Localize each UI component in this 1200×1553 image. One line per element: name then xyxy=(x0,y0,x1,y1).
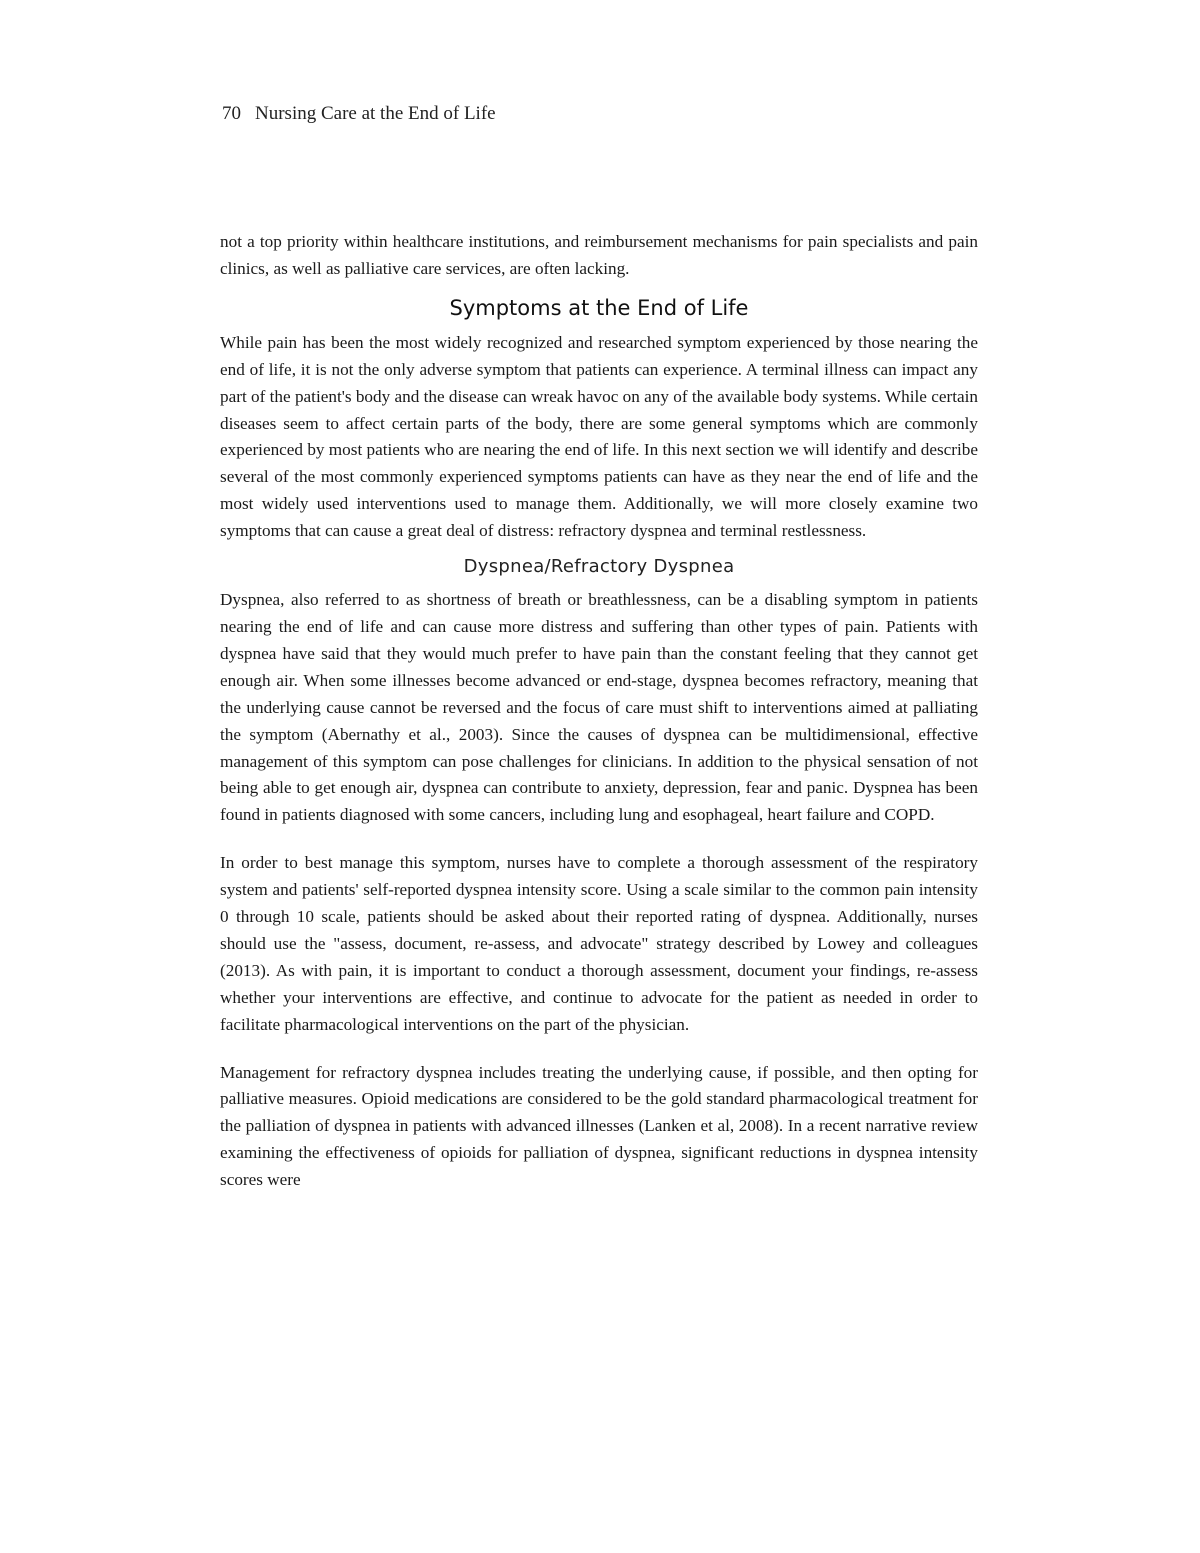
subsection-heading: Dyspnea/Refractory Dyspnea xyxy=(463,556,735,578)
paragraph-dyspnea-management: Management for refractory dyspnea includes treating the underlying cause, if possible, and then opting for palliative measures. Opioid medications are considered to be the gold standard pharmacological treatment for the palliation of dyspnea in patients with advanced illnesses (Lanken et al, 2008). In a recent narrative review examining the effectiveness of opioids for palliation of dyspnea, significant reductions in dyspnea intensity scores were xyxy=(220,1062,978,1190)
section-intro-paragraph: While pain has been the most widely recognized and researched symptom experienced by those nearing the end of life, it is not the only adverse symptom that patients can experience. A terminal illness can impact any part of the patient's body and the disease can wreak havoc on any of the available body systems. While certain diseases seem to affect certain parts of the body, there are some general symptoms which are commonly experienced by most patients who are nearing the end of life. In this next section we will identify and describe several of the most commonly experienced symptoms patients can have as they near the end of life and the most widely used interventions used to manage them. Additionally, we will more closely examine two symptoms that can cause a great deal of distress: refractory dyspnea and terminal restlessness. xyxy=(220,332,978,541)
paragraph-dyspnea-definition: Dyspnea, also referred to as shortness of breath or breathlessness, can be a disabling symptom in patients nearing the end of life and can cause more distress and suffering than other types of pain. Patients with dyspnea have said that they would much prefer to have pain than the constant feeling that they cannot get enough air. When some illnesses become advanced or end-stage, dyspnea becomes refractory, meaning that the underlying cause cannot be reversed and the focus of care must shift to interventions aimed at palliating the symptom (Abernathy et al., 2003). Since the causes of dyspnea can be multidimensional, effective management of this symptom can pose challenges for clinicians. In addition to the physical sensation of not being able to get enough air, dyspnea can contribute to anxiety, depression, fear and panic. Dyspnea has been found in patients diagnosed with some cancers, including lung and esophageal, heart failure and COPD. xyxy=(220,590,978,825)
page-number: 70 xyxy=(222,103,241,124)
running-head xyxy=(222,103,496,125)
continuation-paragraph: not a top priority within healthcare institutions, and reimbursement mechanisms for pain specialists and pain clinics, as well as palliative care services, are often lacking. xyxy=(220,232,978,278)
body-text xyxy=(220,229,978,1194)
book-title: Nursing Care at the End of Life xyxy=(255,103,496,124)
paragraph-dyspnea-assessment: In order to best manage this symptom, nurses have to complete a thorough assessment of the respiratory system and patients' self-reported dyspnea intensity score. Using a scale similar to the common pain intensity 0 through 10 scale, patients should be asked about their reported rating of dyspnea. Additionally, nurses should use the "assess, document, re-assess, and advocate" strategy described by Lowey and colleagues (2013). As with pain, it is important to conduct a thorough assessment, document your findings, re-assess whether your interventions are effective, and continue to advocate for the patient as needed in order to facilitate pharmacological interventions on the part of the physician. xyxy=(220,853,978,1034)
section-heading: Symptoms at the End of Life xyxy=(449,295,749,320)
